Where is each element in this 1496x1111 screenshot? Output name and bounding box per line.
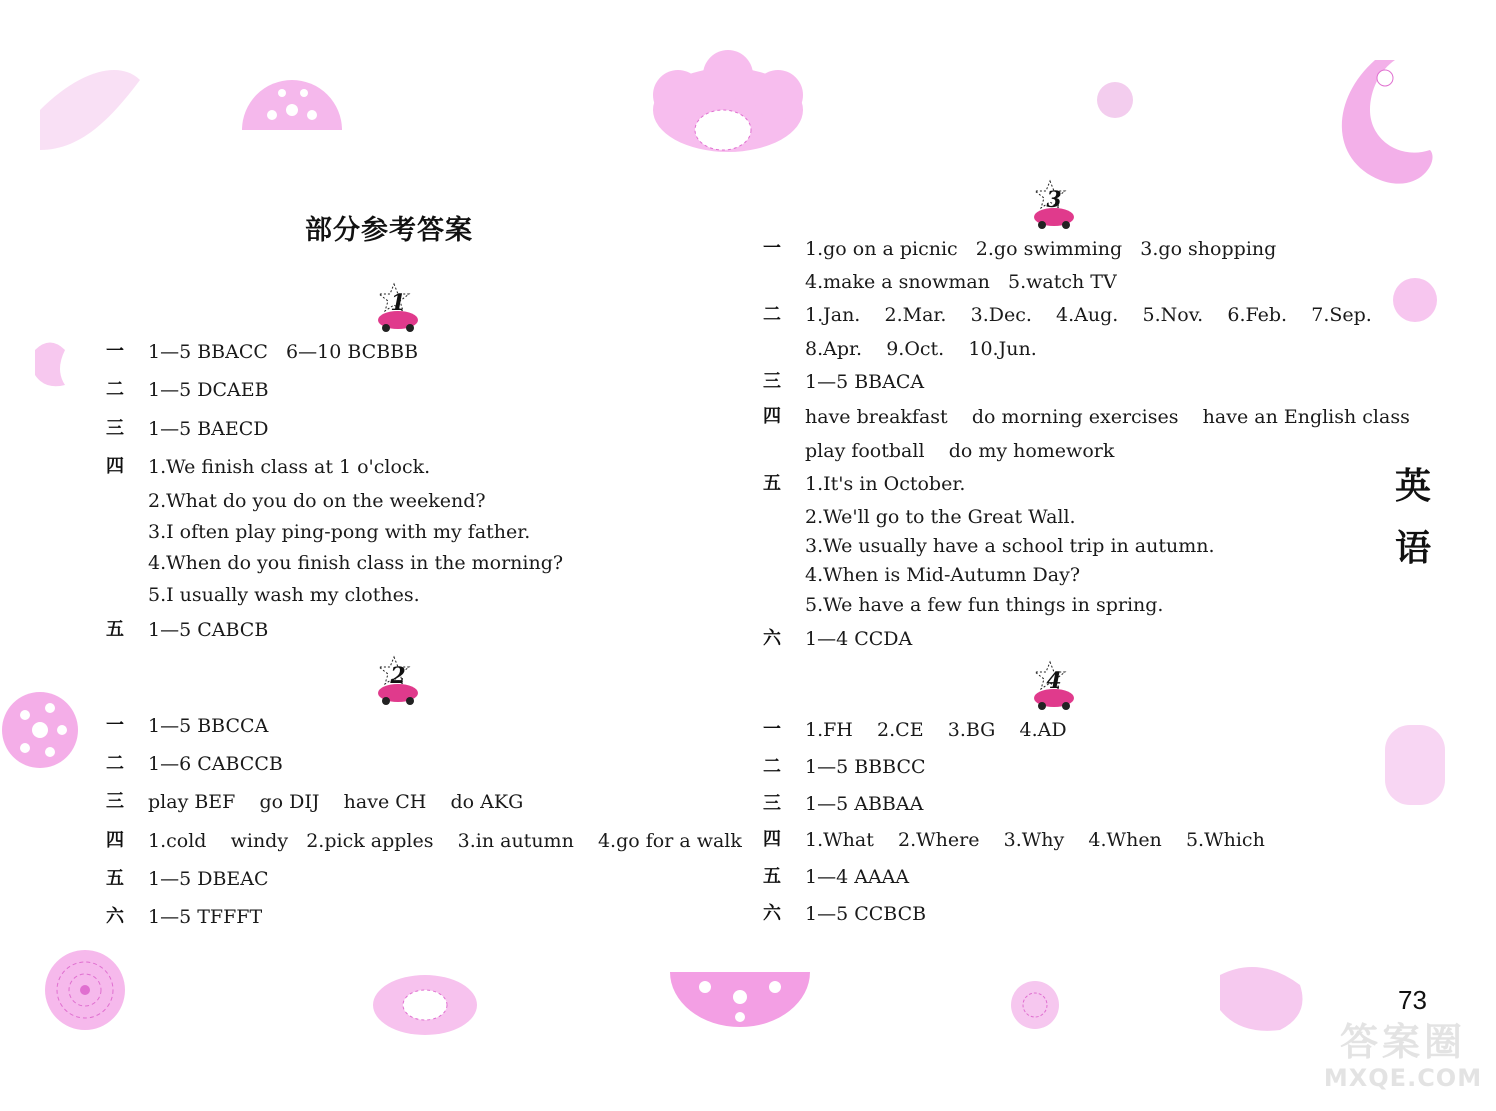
answer-line: 1.cold windy 2.pick apples 3.in autumn 4.go for a walk [148, 830, 742, 852]
answer-line: 1—5 TFFFT [148, 906, 263, 928]
section-label: 六 [106, 906, 124, 927]
section-label: 五 [106, 619, 124, 640]
answer-line: 3.I often play ping-pong with my father. [148, 521, 531, 543]
half-sun-decoration [670, 972, 810, 1027]
answer-line: 1—5 CCBCB [805, 903, 927, 925]
section-label: 四 [763, 406, 781, 427]
answer-line: 1.We finish class at 1 o'clock. [148, 456, 431, 478]
subject-title-char: 英 [1394, 466, 1431, 507]
flower-decoration [373, 975, 477, 1035]
moon-eye-decoration [1377, 70, 1393, 86]
section-label: 四 [763, 829, 781, 850]
page-title: 部分参考答案 [305, 215, 473, 246]
answer-line: play football do my homework [805, 440, 1115, 462]
section-label: 一 [106, 341, 124, 362]
subject-title-char: 语 [1394, 528, 1431, 569]
flower-decoration [653, 50, 803, 152]
swirl-sun-decoration [45, 950, 125, 1030]
answer-line: 1—5 BBBCC [805, 756, 926, 778]
answer-line: 1—5 CABCB [148, 619, 269, 641]
section-label: 二 [106, 753, 124, 774]
section-label: 一 [763, 719, 781, 740]
unit-badge [1028, 658, 1080, 714]
section-label: 三 [106, 791, 124, 812]
section-label: 二 [763, 756, 781, 777]
sun-decoration [1011, 981, 1059, 1029]
page-number: 73 [1398, 985, 1427, 1015]
answer-line: 2.We'll go to the Great Wall. [805, 506, 1076, 528]
section-label: 三 [106, 418, 124, 439]
watermark-url: MXQE.COM [1323, 1064, 1483, 1092]
section-label: 二 [763, 304, 781, 325]
answer-line: 8.Apr. 9.Oct. 10.Jun. [805, 338, 1037, 360]
answer-line: 1.What 2.Where 3.Why 4.When 5.Which [805, 829, 1265, 851]
answer-line: 3.We usually have a school trip in autumn. [805, 535, 1215, 557]
section-label: 五 [763, 866, 781, 887]
watermark [1318, 1020, 1488, 1092]
section-label: 四 [106, 456, 124, 477]
unit-number: 4 [1046, 668, 1062, 694]
unit-number: 2 [390, 663, 406, 689]
flower-decoration [1220, 967, 1303, 1031]
answer-line: 1.It's in October. [805, 473, 966, 495]
answer-line: 1.go on a picnic 2.go swimming 3.go shopping [805, 238, 1277, 260]
section-label: 五 [106, 868, 124, 889]
answer-line: 1—5 DBEAC [148, 868, 269, 890]
unit-number: 3 [1046, 187, 1062, 213]
section-label: 四 [106, 830, 124, 851]
answer-line: 4.When do you finish class in the morning? [148, 552, 564, 574]
flower-decoration [2, 692, 78, 768]
flower-decoration [35, 343, 65, 387]
section-label: 六 [763, 628, 781, 649]
answer-line: 5.I usually wash my clothes. [148, 584, 420, 606]
answer-line: 1—5 BBACC 6—10 BCBBB [148, 341, 419, 363]
unit-badge [1028, 177, 1080, 233]
section-label: 六 [763, 903, 781, 924]
answer-line: 1.FH 2.CE 3.BG 4.AD [805, 719, 1067, 741]
section-label: 二 [106, 379, 124, 400]
answer-line: 1—6 CABCCB [148, 753, 283, 775]
sun-decoration [242, 80, 342, 130]
answer-line: 1—5 ABBAA [805, 793, 924, 815]
watermark-text: 答案圈 [1339, 1020, 1466, 1064]
leaf-decoration [40, 70, 140, 150]
answer-line: 1—5 DCAEB [148, 379, 269, 401]
section-label: 五 [763, 473, 781, 494]
answer-line: 4.When is Mid-Autumn Day? [805, 564, 1080, 586]
section-label: 三 [763, 371, 781, 392]
section-label: 一 [763, 238, 781, 259]
figure-decoration [1385, 725, 1445, 805]
sun-decoration [1097, 82, 1133, 118]
answer-line: 1—5 BBACA [805, 371, 925, 393]
section-label: 一 [106, 715, 124, 736]
answer-line: 1—4 AAAA [805, 866, 910, 888]
section-label: 三 [763, 793, 781, 814]
unit-number: 1 [390, 290, 406, 316]
answer-line: play BEF go DIJ have CH do AKG [148, 791, 524, 813]
answer-line: 5.We have a few fun things in spring. [805, 594, 1164, 616]
sun-decoration [1393, 278, 1437, 322]
answer-line: 1—5 BBCCA [148, 715, 269, 737]
answer-line: 1—5 BAECD [148, 418, 269, 440]
answer-line: 2.What do you do on the weekend? [148, 490, 486, 512]
answer-line: 1—4 CCDA [805, 628, 913, 650]
answer-line: 4.make a snowman 5.watch TV [805, 271, 1117, 293]
unit-badge [372, 280, 424, 336]
answer-line: 1.Jan. 2.Mar. 3.Dec. 4.Aug. 5.Nov. 6.Feb. 7.Sep. [805, 304, 1372, 326]
unit-badge [372, 653, 424, 709]
answer-line: have breakfast do morning exercises have an English class [805, 406, 1410, 428]
